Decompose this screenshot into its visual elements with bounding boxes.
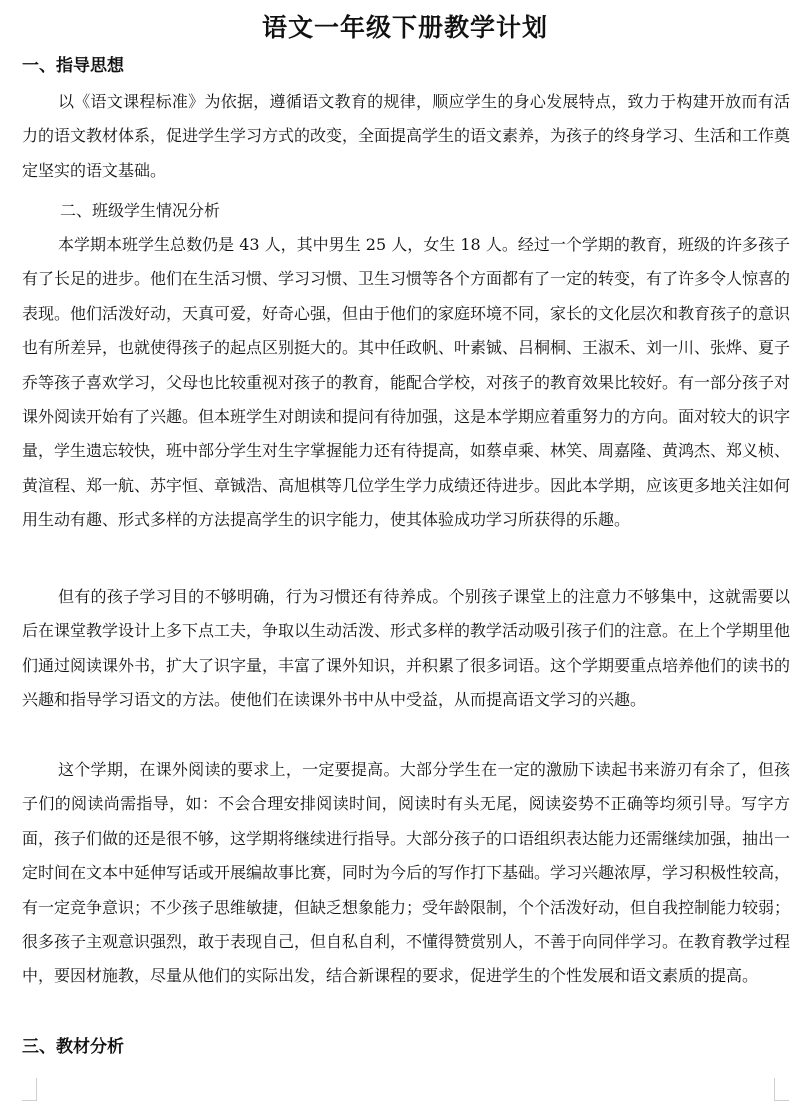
page-corner-mark-right [774,1078,789,1101]
document-title: 语文一年级下册教学计划 [261,13,548,42]
section-heading-guiding-ideology: 一、指导思想 [22,56,124,76]
section-heading-textbook-analysis: 三、教材分析 [22,1037,124,1057]
page-corner-mark-left [22,1078,37,1101]
paragraph-guiding-ideology: 以《语文课程标准》为依据，遵循语文教育的规律，顺应学生的身心发展特点，致力于构建开放而有活力的语文教材体系，促进学生学习方式的改变，全面提高学生的语文素养，为孩子的终身学习、生活和工作奠定坚实的语文基础。 [22,92,791,180]
paragraph-class-analysis-1: 本学期本班学生总数仍是 43 人，其中男生 25 人，女生 18 人。经过一个学期的教育，班级的许多孩子有了长足的进步。他们在生活习惯、学习习惯、卫生习惯等各个方面都有了一定的转变，有了许多令人惊喜的表现。他们活泼好动，天真可爱，好奇心强，但由于他们的家庭环境不同，家长的文化层次和教育孩子的意识也有所差异，也就使得孩子的起点区别挺大的。其中任政帆、叶素铖、吕桐桐、王淑禾、刘一川、张烨、夏子乔等孩子喜欢学习，父母也比较重视对孩子的教育，能配合学校，对孩子的教育效果比较好。有一部分孩子对课外阅读开始有了兴趣。但本班学生对朗读和提问有待加强，这是本学期应着重努力的方向。面对较大的识字量，学生遗忘较快，班中部分学生对生字掌握能力还有待提高，如蔡卓乘、林笑、周嘉隆、黄鸿杰、郑义桢、黄渲程、郑一航、苏宇恒、章铖浩、高旭棋等几位学生学力成绩还待进步。因此本学期，应该更多地关注如何用生动有趣、形式多样的方法提高学生的识字能力，使其体验成功学习所获得的乐趣。 [22,235,791,530]
paragraph-class-analysis-2: 但有的孩子学习目的不够明确，行为习惯还有待养成。个别孩子课堂上的注意力不够集中，这就需要以后在课堂教学设计上多下点工夫，争取以生动活泼、形式多样的教学活动吸引孩子们的注意。在上个学期里他们通过阅读课外书，扩大了识字量，丰富了课外知识，并积累了很多词语。这个学期要重点培养他们的读书的兴趣和指导学习语文的方法。使他们在读课外书中从中受益，从而提高语文学习的兴趣。 [22,587,791,710]
section-heading-class-analysis: 二、班级学生情况分析 [60,201,221,220]
paragraph-class-analysis-3: 这个学期，在课外阅读的要求上，一定要提高。大部分学生在一定的激励下读起书来游刃有余了，但孩子们的阅读尚需指导，如：不会合理安排阅读时间，阅读时有头无尾，阅读姿势不正确等均须引导。写字方面，孩子们做的还是很不够，这学期将继续进行指导。大部分孩子的口语组织表达能力还需继续加强，抽出一定时间在文本中延伸写话或开展编故事比赛，同时为今后的写作打下基础。学习兴趣浓厚，学习积极性较高，有一定竞争意识；不少孩子思维敏捷，但缺乏想象能力；受年龄限制，个个活泼好动，但自我控制能力较弱；很多孩子主观意识强烈，敢于表现自己，但自私自利，不懂得赞赏别人，不善于向同伴学习。在教育教学过程中，要因材施教，尽量从他们的实际出发，结合新课程的要求，促进学生的个性发展和语文素质的提高。 [22,760,791,986]
